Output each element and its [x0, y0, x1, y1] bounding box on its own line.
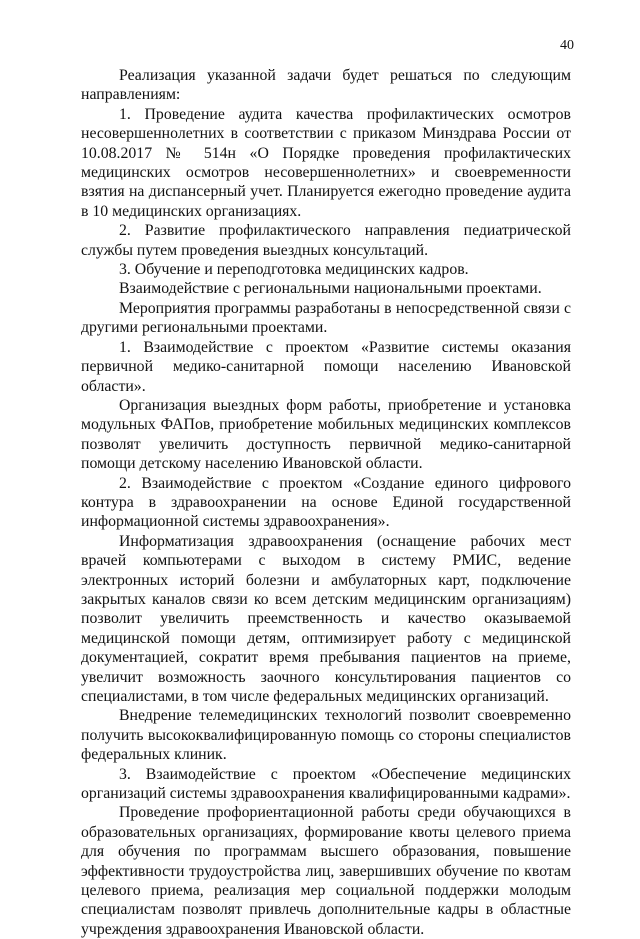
- paragraph-project-3: 3. Взаимодействие с проектом «Обеспечение медицинских организаций системы здравоохранения квалифицированными кадрами».: [81, 765, 571, 803]
- paragraph-telemedicine: Внедрение телемедицинских технологий позволит своевременно получить высококвалифицированную помощь со стороны специалистов федеральных клиник.: [81, 707, 571, 764]
- paragraph-regional-projects-heading: Взаимодействие с региональными национальными проектами.: [119, 280, 542, 298]
- paragraph-direction-1-audit: 1. Проведение аудита качества профилактических осмотров несовершеннолетних в соответствии с приказом Минздрава России от 10.08.2017 № 514н «О Порядке проведения профилактических медицинских осмотров несовершеннолетних» и своевременности взятия на диспансерный учет. Планируется ежегодно проведение аудита в 10 медицинских организациях.: [81, 105, 571, 220]
- paragraph-direction-3-training: 3. Обучение и переподготовка медицинских кадров.: [119, 261, 469, 279]
- paragraph-project-3-details: Проведение профориентационной работы среди обучающихся в образовательных организациях, формирование квоты целевого приема для обучения по программам высшего образования, повышение эффективности трудоустройства лиц, завершивших обучение по квотам целевого приема, реализация мер социальной поддержки молодым специалистам позволят привлечь дополнительные кадры в областные учреждения здравоохранения Ивановской области.: [81, 804, 571, 938]
- paragraph-direction-2-prevention: 2. Развитие профилактического направления педиатрической службы путем проведения выездных консультаций.: [81, 222, 571, 259]
- document-body: [81, 66, 571, 939]
- paragraph-regional-projects-intro: Мероприятия программы разработаны в непосредственной связи с другими региональными проектами.: [81, 299, 571, 337]
- page-number: 40: [560, 38, 574, 53]
- paragraph-project-1-details: Организация выездных форм работы, приобретение и установка модульных ФАПов, приобретение мобильных медицинских комплексов позволят увеличить доступность первичной медико-санитарной помощи детскому населению Ивановской области.: [81, 396, 571, 473]
- paragraph-intro: Реализация указанной задачи будет решаться по следующим направлениям:: [81, 67, 571, 104]
- paragraph-project-1: 1. Взаимодействие с проектом «Развитие системы оказания первичной медико-санитарной помощи населению Ивановской области».: [81, 338, 571, 395]
- paragraph-project-2-details: Информатизация здравоохранения (оснащение рабочих мест врачей компьютерами с выходом в систему РМИС, ведение электронных историй болезни и амбулаторных карт, подключение закрытых каналов связи ко всем детским медицинским организациям) позволит увеличить преемственность и качество оказываемой медицинской помощи детям, оптимизирует работу с медицинской документацией, сократит время пребывания пациентов на приеме, увеличит возможность заочного консультирования пациентов со специалистами, в том числе федеральных медицинских организаций.: [81, 532, 571, 705]
- paragraph-project-2: 2. Взаимодействие с проектом «Создание единого цифрового контура в здравоохранении на основе Единой государственной информационной системы здравоохранения».: [81, 474, 571, 531]
